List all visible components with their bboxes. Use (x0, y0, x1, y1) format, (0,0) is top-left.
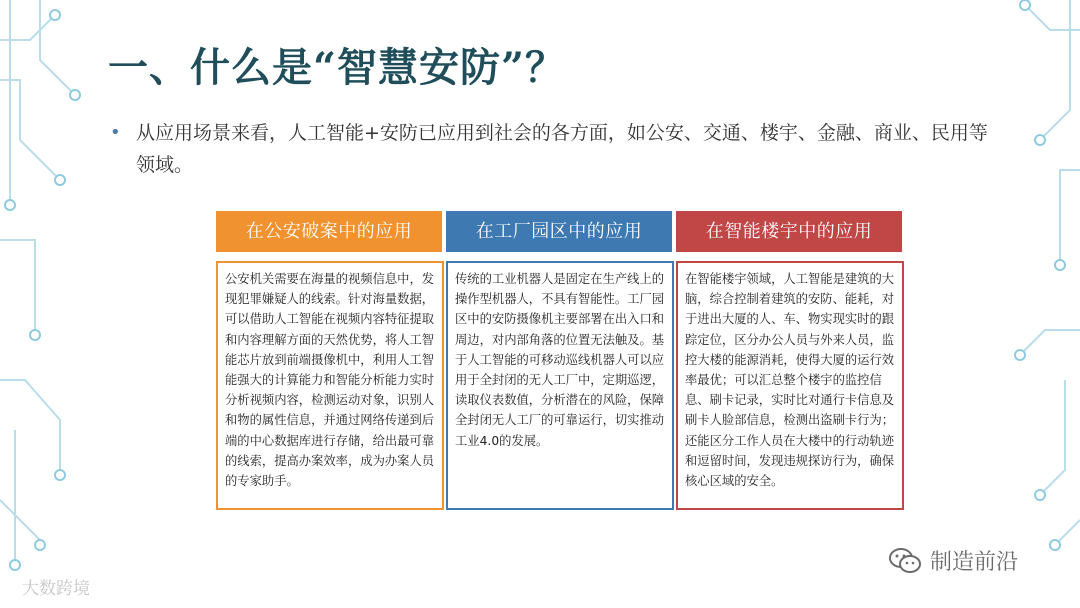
column-body: 在智能楼宇领域，人工智能是建筑的大脑，综合控制着建筑的安防、能耗，对于进出大厦的人、车、物实现实时的跟踪定位，区分办公人员与外来人员，监控大楼的能源消耗，使得大厦的运行效率最优；可以汇总整个楼宇的监控信息、刷卡记录，实时比对通行卡信息及刷卡人脸部信息，检测出盗刷卡行为；还能区分工作人员在大楼中的行动轨迹和逗留时间，发现违规探访行为，确保核心区域的安全。 (676, 261, 904, 510)
column-body: 公安机关需要在海量的视频信息中，发现犯罪嫌疑人的线索。针对海量数据，可以借助人工智能在视频内容特征提取和内容理解方面的天然优势，将人工智能芯片放到前端摄像机中，利用人工智能强大的计算能力和智能分析能力实时分析视频内容，检测运动对象，识别人和物的属性信息，并通过网络传递到后端的中心数据库进行存储，给出最可靠的线索，提高办案效率，成为办案人员的专家助手。 (216, 261, 444, 510)
column-smart-building (676, 211, 902, 489)
circuit-decoration-left (0, 0, 110, 608)
wechat-icon (888, 547, 922, 575)
intro-bullet-text: 从应用场景来看，人工智能+安防已应用到社会的各方面，如公安、交通、楼宇、金融、商业、民用等领域。 (136, 122, 988, 176)
intro-bullet (110, 117, 990, 181)
slide-title: 一、什么是“智慧安防”？ (108, 44, 567, 91)
column-header: 在工厂园区中的应用 (446, 211, 672, 252)
column-header: 在智能楼宇中的应用 (676, 211, 902, 252)
column-header: 在公安破案中的应用 (216, 211, 442, 252)
watermark-right-text: 制造前沿 (930, 550, 1019, 575)
circuit-decoration-right (970, 0, 1080, 608)
watermark-right (888, 545, 1018, 576)
bullet-dot-icon: • (110, 122, 121, 143)
watermark-left: 大数跨境 (22, 579, 90, 599)
column-public-security (216, 211, 442, 489)
column-factory-park (446, 211, 672, 448)
column-body: 传统的工业机器人是固定在生产线上的操作型机器人，不具有智能性。工厂园区中的安防摄像机主要部署在出入口和周边，对内部角落的位置无法触及。基于人工智能的可移动巡线机器人可以应用于全封闭的无人工厂中，定期巡逻，读取仪表数值，分析潜在的风险，保障全封闭无人工厂的可靠运行，切实推动工业4.0的发展。 (446, 261, 674, 510)
